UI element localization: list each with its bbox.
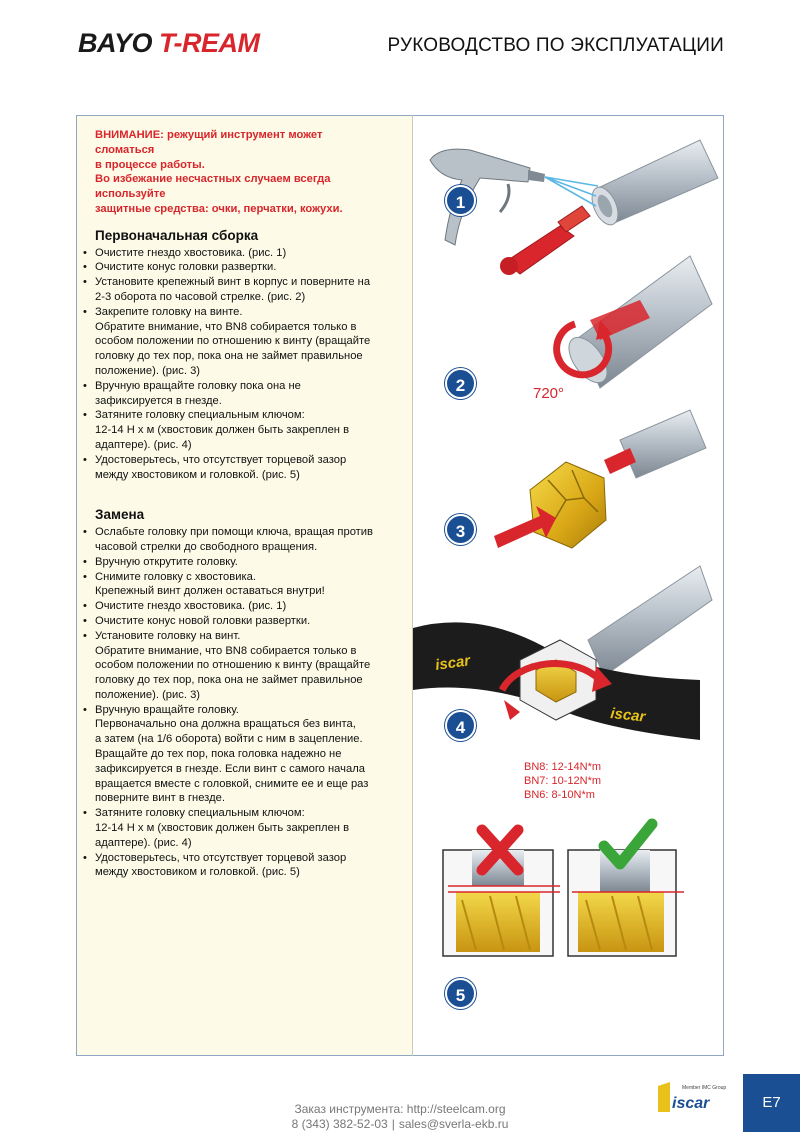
assembly-step: • Затяните головку специальным ключом: 12-14 Н х м (хвостовик должен быть закреплен в адаптере). (рис. 4) <box>82 408 408 452</box>
figure-2-shank <box>557 256 712 389</box>
torque-bn8: BN8: 12-14N*m <box>524 761 602 773</box>
figure-3-head-mounting <box>494 410 706 548</box>
figure-1-screw <box>500 206 590 275</box>
brand-logo <box>78 28 260 59</box>
figure-5-correct <box>568 824 684 956</box>
instructions-text <box>82 128 408 880</box>
svg-text:Member IMC Group: Member IMC Group <box>682 1085 726 1091</box>
wrench-brand-right: iscar <box>609 705 647 726</box>
replacement-step: • Очистите гнездо хвостовика. (рис. 1) <box>82 599 408 614</box>
replacement-step: • Ослабьте головку при помощи ключа, вращая против часовой стрелки до свободного вращения. <box>82 525 408 555</box>
torque-spec <box>524 760 601 802</box>
figure-number-2: 2 <box>445 368 476 399</box>
order-link[interactable]: Заказ инструмента: http://steelcam.org <box>294 1102 506 1116</box>
replacement-title: Замена <box>95 507 145 523</box>
illustrations <box>413 116 723 1055</box>
figure-number-5: 5 <box>445 978 476 1009</box>
iscar-logo <box>656 1080 726 1114</box>
replacement-steps <box>82 525 408 880</box>
assembly-step: • Вручную вращайте головку пока она не зафиксируется в гнезде. <box>82 379 408 409</box>
footer-contacts: Заказ инструмента: http://steelcam.org 8 (343) 382-52-03 | sales@sverla-ekb.ru <box>0 1102 800 1132</box>
replacement-step: • Снимите головку с хвостовика. Крепежный винт должен оставаться внутри! <box>82 570 408 600</box>
assembly-step: • Очистите гнездо хвостовика. (рис. 1) <box>82 246 408 261</box>
torque-bn7: BN7: 10-12N*m <box>524 775 602 787</box>
assembly-step: • Удостоверьтесь, что отсутствует торцевой зазор между хвостовиком и головкой. (рис. 5) <box>82 453 408 483</box>
rotation-label: 720° <box>533 385 565 402</box>
assembly-title: Первоначальная сборка <box>95 227 259 243</box>
figure-number-3: 3 <box>445 514 476 545</box>
figure-5-wrong <box>443 830 560 956</box>
assembly-step: • Очистите конус головки развертки. <box>82 260 408 275</box>
replacement-step: • Затяните головку специальным ключом: 12-14 Н х м (хвостовик должен быть закреплен в адаптере). (рис. 4) <box>82 806 408 850</box>
assembly-steps <box>82 246 408 483</box>
svg-text:iscar: iscar <box>672 1095 710 1112</box>
replacement-step: • Удостоверьтесь, что отсутствует торцевой зазор между хвостовиком и головкой. (рис. 5) <box>82 851 408 881</box>
logo-main: BAYO <box>78 28 160 58</box>
replacement-step: • Вручную вращайте головку. Первоначально она должна вращаться без винта, а затем (на 1/6 оборота) войти с ним в зацепление. Вращайте до тех пор, пока головка надежно не зафиксируется в гнезде. Если винт с самого начала вращается вместе с головкой, снимите ее и еще раз поверните винт в гнезде. <box>82 703 408 807</box>
phone-number[interactable]: 8 (343) 382-52-03 <box>291 1117 388 1131</box>
figure-number-4: 4 <box>445 710 476 741</box>
replacement-step: • Установите головку на винт. Обратите внимание, что BN8 собирается только в особом положении по отношению к винту (вращайте головку до тех пор, пока она не займет правильное положение). (рис. 3) <box>82 629 408 703</box>
replacement-step: • Очистите конус новой головки развертки. <box>82 614 408 629</box>
page-number: E7 <box>743 1074 800 1132</box>
email-link[interactable]: sales@sverla-ekb.ru <box>398 1117 509 1131</box>
replacement-step: • Вручную открутите головку. <box>82 555 408 570</box>
assembly-step: • Установите крепежный винт в корпус и поверните на 2-3 оборота по часовой стрелке. (рис. 2) <box>82 275 408 305</box>
assembly-step: • Закрепите головку на винте. Обратите внимание, что BN8 собирается только в особом положении по отношению к винту (вращайте головку до тех пор, пока она не займет правильное положение). (рис. 3) <box>82 305 408 379</box>
page-title: РУКОВОДСТВО ПО ЭКСПЛУАТАЦИИ <box>387 35 724 56</box>
torque-bn6: BN6: 8-10N*m <box>524 789 595 801</box>
safety-warning: ВНИМАНИЕ: режущий инструмент может сломаться в процессе работы. Во избежание несчастных случаем всегда используйте защитные средства: очки, перчатки, кожухи. <box>95 129 343 215</box>
figure-number-1: 1 <box>445 185 476 216</box>
logo-accent: T-REAM <box>159 28 260 58</box>
warning-label: ВНИМАНИЕ: <box>95 129 164 141</box>
wrench-brand-left: iscar <box>434 652 472 674</box>
